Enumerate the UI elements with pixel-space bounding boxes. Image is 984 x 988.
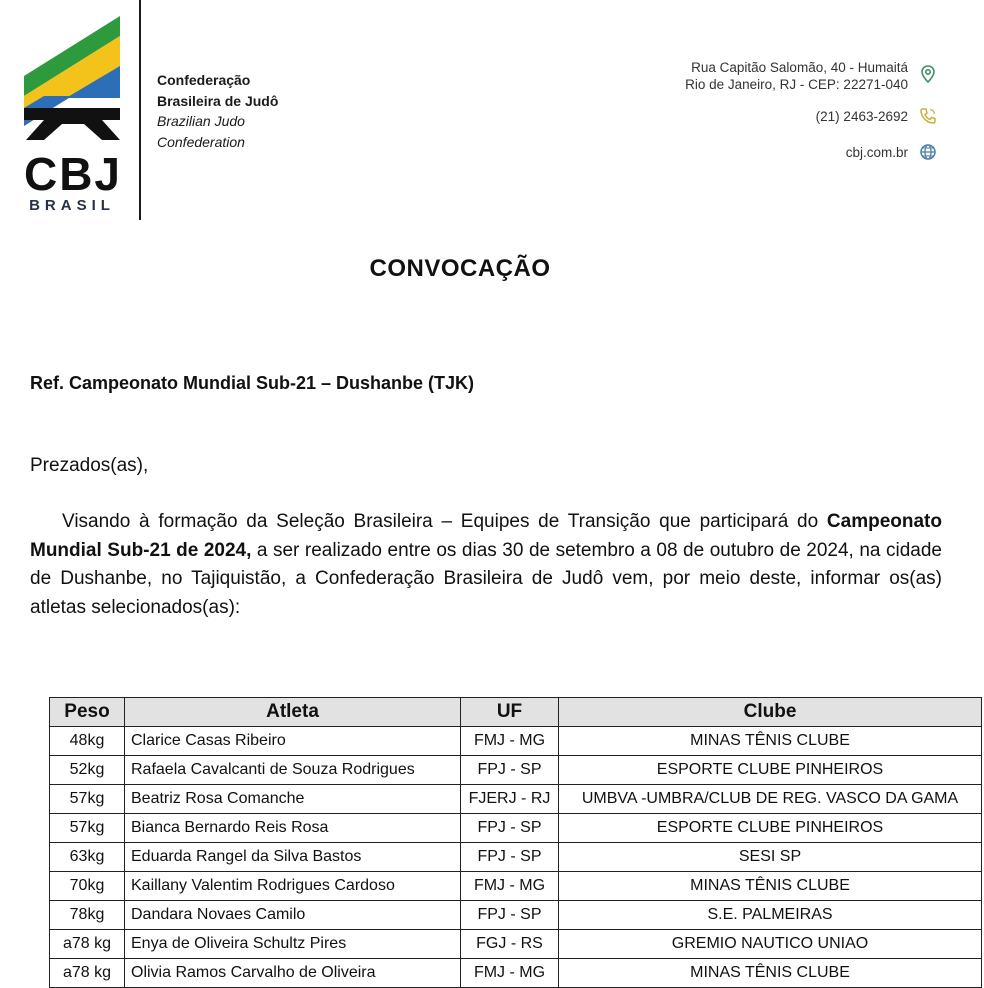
org-name-en-line2: Confederation <box>157 133 245 150</box>
cell-atleta: Beatriz Rosa Comanche <box>125 785 461 814</box>
cell-uf: FMJ - MG <box>461 727 559 756</box>
cell-peso: 57kg <box>50 785 125 814</box>
greeting: Prezados(as), <box>30 455 149 476</box>
cell-peso: 70kg <box>50 872 125 901</box>
header-uf: UF <box>461 698 559 727</box>
paragraph-part1: Visando à formação da Seleção Brasileira – Equipes de Transição que participará do <box>62 511 827 532</box>
table-row <box>50 930 982 959</box>
contact-address <box>685 59 908 93</box>
cell-uf: FPJ - SP <box>461 814 559 843</box>
cell-atleta: Clarice Casas Ribeiro <box>125 727 461 756</box>
cell-clube: ESPORTE CLUBE PINHEIROS <box>559 756 982 785</box>
document-reference: Ref. Campeonato Mundial Sub-21 – Dushanbe (TJK) <box>30 373 475 393</box>
cell-uf: FMJ - MG <box>461 959 559 988</box>
athletes-table <box>49 697 982 988</box>
paragraph-bold: Campeonato Mundial Sub-21 de 2024, <box>30 511 942 561</box>
cell-atleta: Dandara Novaes Camilo <box>125 901 461 930</box>
address-line2: Rio de Janeiro, RJ - CEP: 22271-040 <box>685 77 908 92</box>
cell-peso: 48kg <box>50 727 125 756</box>
cell-uf: FPJ - SP <box>461 901 559 930</box>
map-pin-icon <box>918 64 938 84</box>
cell-peso: 63kg <box>50 843 125 872</box>
body-paragraph <box>30 508 942 622</box>
cell-atleta: Enya de Oliveira Schultz Pires <box>125 930 461 959</box>
cell-peso: 52kg <box>50 756 125 785</box>
cell-peso: a78 kg <box>50 959 125 988</box>
cell-clube: MINAS TÊNIS CLUBE <box>559 959 982 988</box>
table-row <box>50 901 982 930</box>
cell-clube: SESI SP <box>559 843 982 872</box>
cell-uf: FPJ - SP <box>461 756 559 785</box>
cell-atleta: Rafaela Cavalcanti de Souza Rodrigues <box>125 756 461 785</box>
table-row <box>50 785 982 814</box>
header-divider <box>139 0 141 220</box>
cell-clube: GREMIO NAUTICO UNIAO <box>559 930 982 959</box>
cell-peso: a78 kg <box>50 930 125 959</box>
org-name-line2: Brasileira de Judô <box>157 92 279 109</box>
cell-clube: S.E. PALMEIRAS <box>559 901 982 930</box>
org-name-block <box>157 70 278 152</box>
cell-clube: ESPORTE CLUBE PINHEIROS <box>559 814 982 843</box>
table-row <box>50 756 982 785</box>
table-header-row <box>50 698 982 727</box>
cell-peso: 78kg <box>50 901 125 930</box>
cell-atleta: Bianca Bernardo Reis Rosa <box>125 814 461 843</box>
cbj-logo <box>24 16 124 212</box>
cell-clube: MINAS TÊNIS CLUBE <box>559 727 982 756</box>
cell-peso: 57kg <box>50 814 125 843</box>
org-name-en-line1: Brazilian Judo <box>157 113 245 129</box>
header-peso: Peso <box>50 698 125 727</box>
cell-atleta: Eduarda Rangel da Silva Bastos <box>125 843 461 872</box>
cell-atleta: Kaillany Valentim Rodrigues Cardoso <box>125 872 461 901</box>
globe-icon <box>918 142 938 162</box>
table-row <box>50 872 982 901</box>
logo-initials: CBJ <box>24 148 120 200</box>
cell-clube: UMBVA -UMBRA/CLUB DE REG. VASCO DA GAMA <box>559 785 982 814</box>
address-line1: Rua Capitão Salomão, 40 - Humaitá <box>691 60 908 75</box>
table-row <box>50 843 982 872</box>
header-clube: Clube <box>559 698 982 727</box>
contact-phone[interactable]: (21) 2463-2692 <box>815 109 908 124</box>
contact-website[interactable]: cbj.com.br <box>845 145 908 160</box>
header-atleta: Atleta <box>125 698 461 727</box>
logo-country: BRASIL <box>29 197 115 212</box>
table-body <box>50 727 982 988</box>
cell-atleta: Olivia Ramos Carvalho de Oliveira <box>125 959 461 988</box>
cell-uf: FMJ - MG <box>461 872 559 901</box>
cell-clube: MINAS TÊNIS CLUBE <box>559 872 982 901</box>
table-row <box>50 727 982 756</box>
table-row <box>50 814 982 843</box>
cell-uf: FJERJ - RJ <box>461 785 559 814</box>
cell-uf: FGJ - RS <box>461 930 559 959</box>
document-title: CONVOCAÇÃO <box>369 255 551 282</box>
cell-uf: FPJ - SP <box>461 843 559 872</box>
org-name-line1: Confederação <box>157 72 251 88</box>
paragraph-part2: a ser realizado entre os dias 30 de setembro a 08 de outubro de 2024, na cidade de Dushanbe, no Tajiquistão, a Confederação Brasileira de Judô vem, por meio deste, informar os(as) atletas selecionados(as): <box>30 539 942 618</box>
phone-icon <box>918 106 938 126</box>
table-row <box>50 959 982 988</box>
